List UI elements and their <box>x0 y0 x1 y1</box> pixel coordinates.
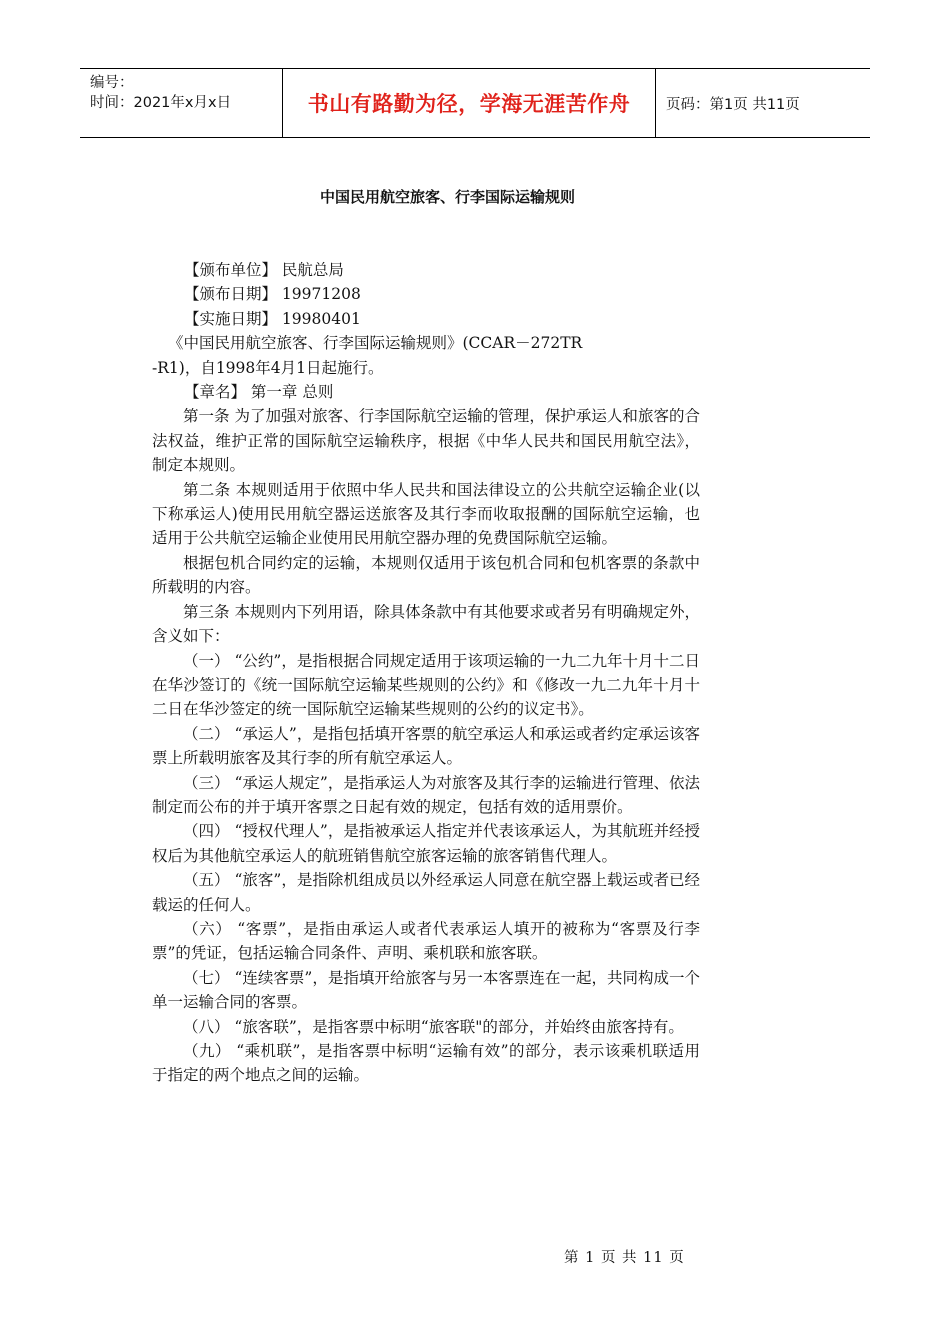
page-header <box>80 68 870 138</box>
meta-issue-date: 【颁布日期】 19971208 <box>184 285 361 304</box>
definition-item: （七） “连续客票”，是指填开给旅客与另一本客票连在一起，共同构成一个单一运输合同的客票。 <box>152 968 700 1012</box>
chapter-heading: 【章名】 第一章 总则 <box>184 383 334 402</box>
article-paragraph: 第二条 本规则适用于依照中华人民共和国法律设立的公共航空运输企业(以下称承运人)使用民用航空器运送旅客及其行李而收取报酬的国际航空运输，也适用于公共航空运输企业使用民用航空器办理的免费国际航空运输。 <box>152 480 700 548</box>
definition-item: （二） “承运人”，是指包括填开客票的航空承运人和承运或者约定承运该客票上所载明旅客及其行李的所有航空承运人。 <box>152 724 700 768</box>
definition-item: （四） “授权代理人”，是指被承运人指定并代表该承运人，为其航班并经授权后为其他航空承运人的航班销售航空旅客运输的旅客销售代理人。 <box>152 822 700 865</box>
definition-item: （五） “旅客”，是指除机组成员以外经承运人同意在航空器上载运或者已经载运的任何人。 <box>152 871 700 914</box>
definition-item: （一） “公约”，是指根据合同规定适用于该项运输的一九二九年十月十二日在华沙签订的《统一国际航空运输某些规则的公约》和《修改一九二九年十月十二日在华沙签定的统一国际航空运输某些规则的公约的议定书》。 <box>152 651 700 719</box>
meta-effective-date: 【实施日期】 19980401 <box>184 309 361 328</box>
header-divider <box>655 69 656 137</box>
article-paragraph: 第一条 为了加强对旅客、行李国际航空运输的管理，保护承运人和旅客的合法权益，维护正常的国际航空运输秩序，根据《中华人民共和国民用航空法》，制定本规则。 <box>152 407 700 475</box>
document-title: 中国民用航空旅客、行李国际运输规则 <box>319 188 575 206</box>
article-paragraph: 根据包机合同约定的运输，本规则仅适用于该包机合同和包机客票的条款中所载明的内容。 <box>152 553 700 597</box>
definition-item: （八） “旅客联”，是指客票中标明“旅客联"的部分，并始终由旅客持有。 <box>183 1017 684 1036</box>
serial-label: 编号： <box>90 75 134 91</box>
header-motto: 书山有路勤为径，学海无涯苦作舟 <box>307 92 631 116</box>
page-footer: 第 1 页 共 11 页 <box>564 1250 685 1266</box>
definition-item: （三） “承运人规定”，是指承运人为对旅客及其行李的运输进行管理、依法制定而公布的并于填开客票之日起有效的规定，包括有效的适用票价。 <box>152 773 700 816</box>
intro-line: 《中国民用航空旅客、行李国际运输规则》(CCAR－272TR <box>168 334 583 353</box>
intro-line: -R1)，自1998年4月1日起施行。 <box>152 358 384 377</box>
definition-item: （九） “乘机联”，是指客票中标明“运输有效”的部分，表示该乘机联适用于指定的两个地点之间的运输。 <box>152 1042 700 1085</box>
meta-issuer: 【颁布单位】 民航总局 <box>184 261 344 279</box>
document-body <box>152 258 700 1088</box>
article-paragraph: 第三条 本规则内下列用语，除具体条款中有其他要求或者另有明确规定外，含义如下： <box>152 602 700 646</box>
header-page-info: 页码：第1页 共11页 <box>666 96 800 113</box>
definition-item: （六） “客票”，是指由承运人或者代表承运人填开的被称为“客票及行李票”的凭证，包括运输合同条件、声明、乘机联和旅客联。 <box>152 919 700 963</box>
time-label: 时间：2021年x月x日 <box>90 95 232 111</box>
header-left <box>90 73 231 113</box>
